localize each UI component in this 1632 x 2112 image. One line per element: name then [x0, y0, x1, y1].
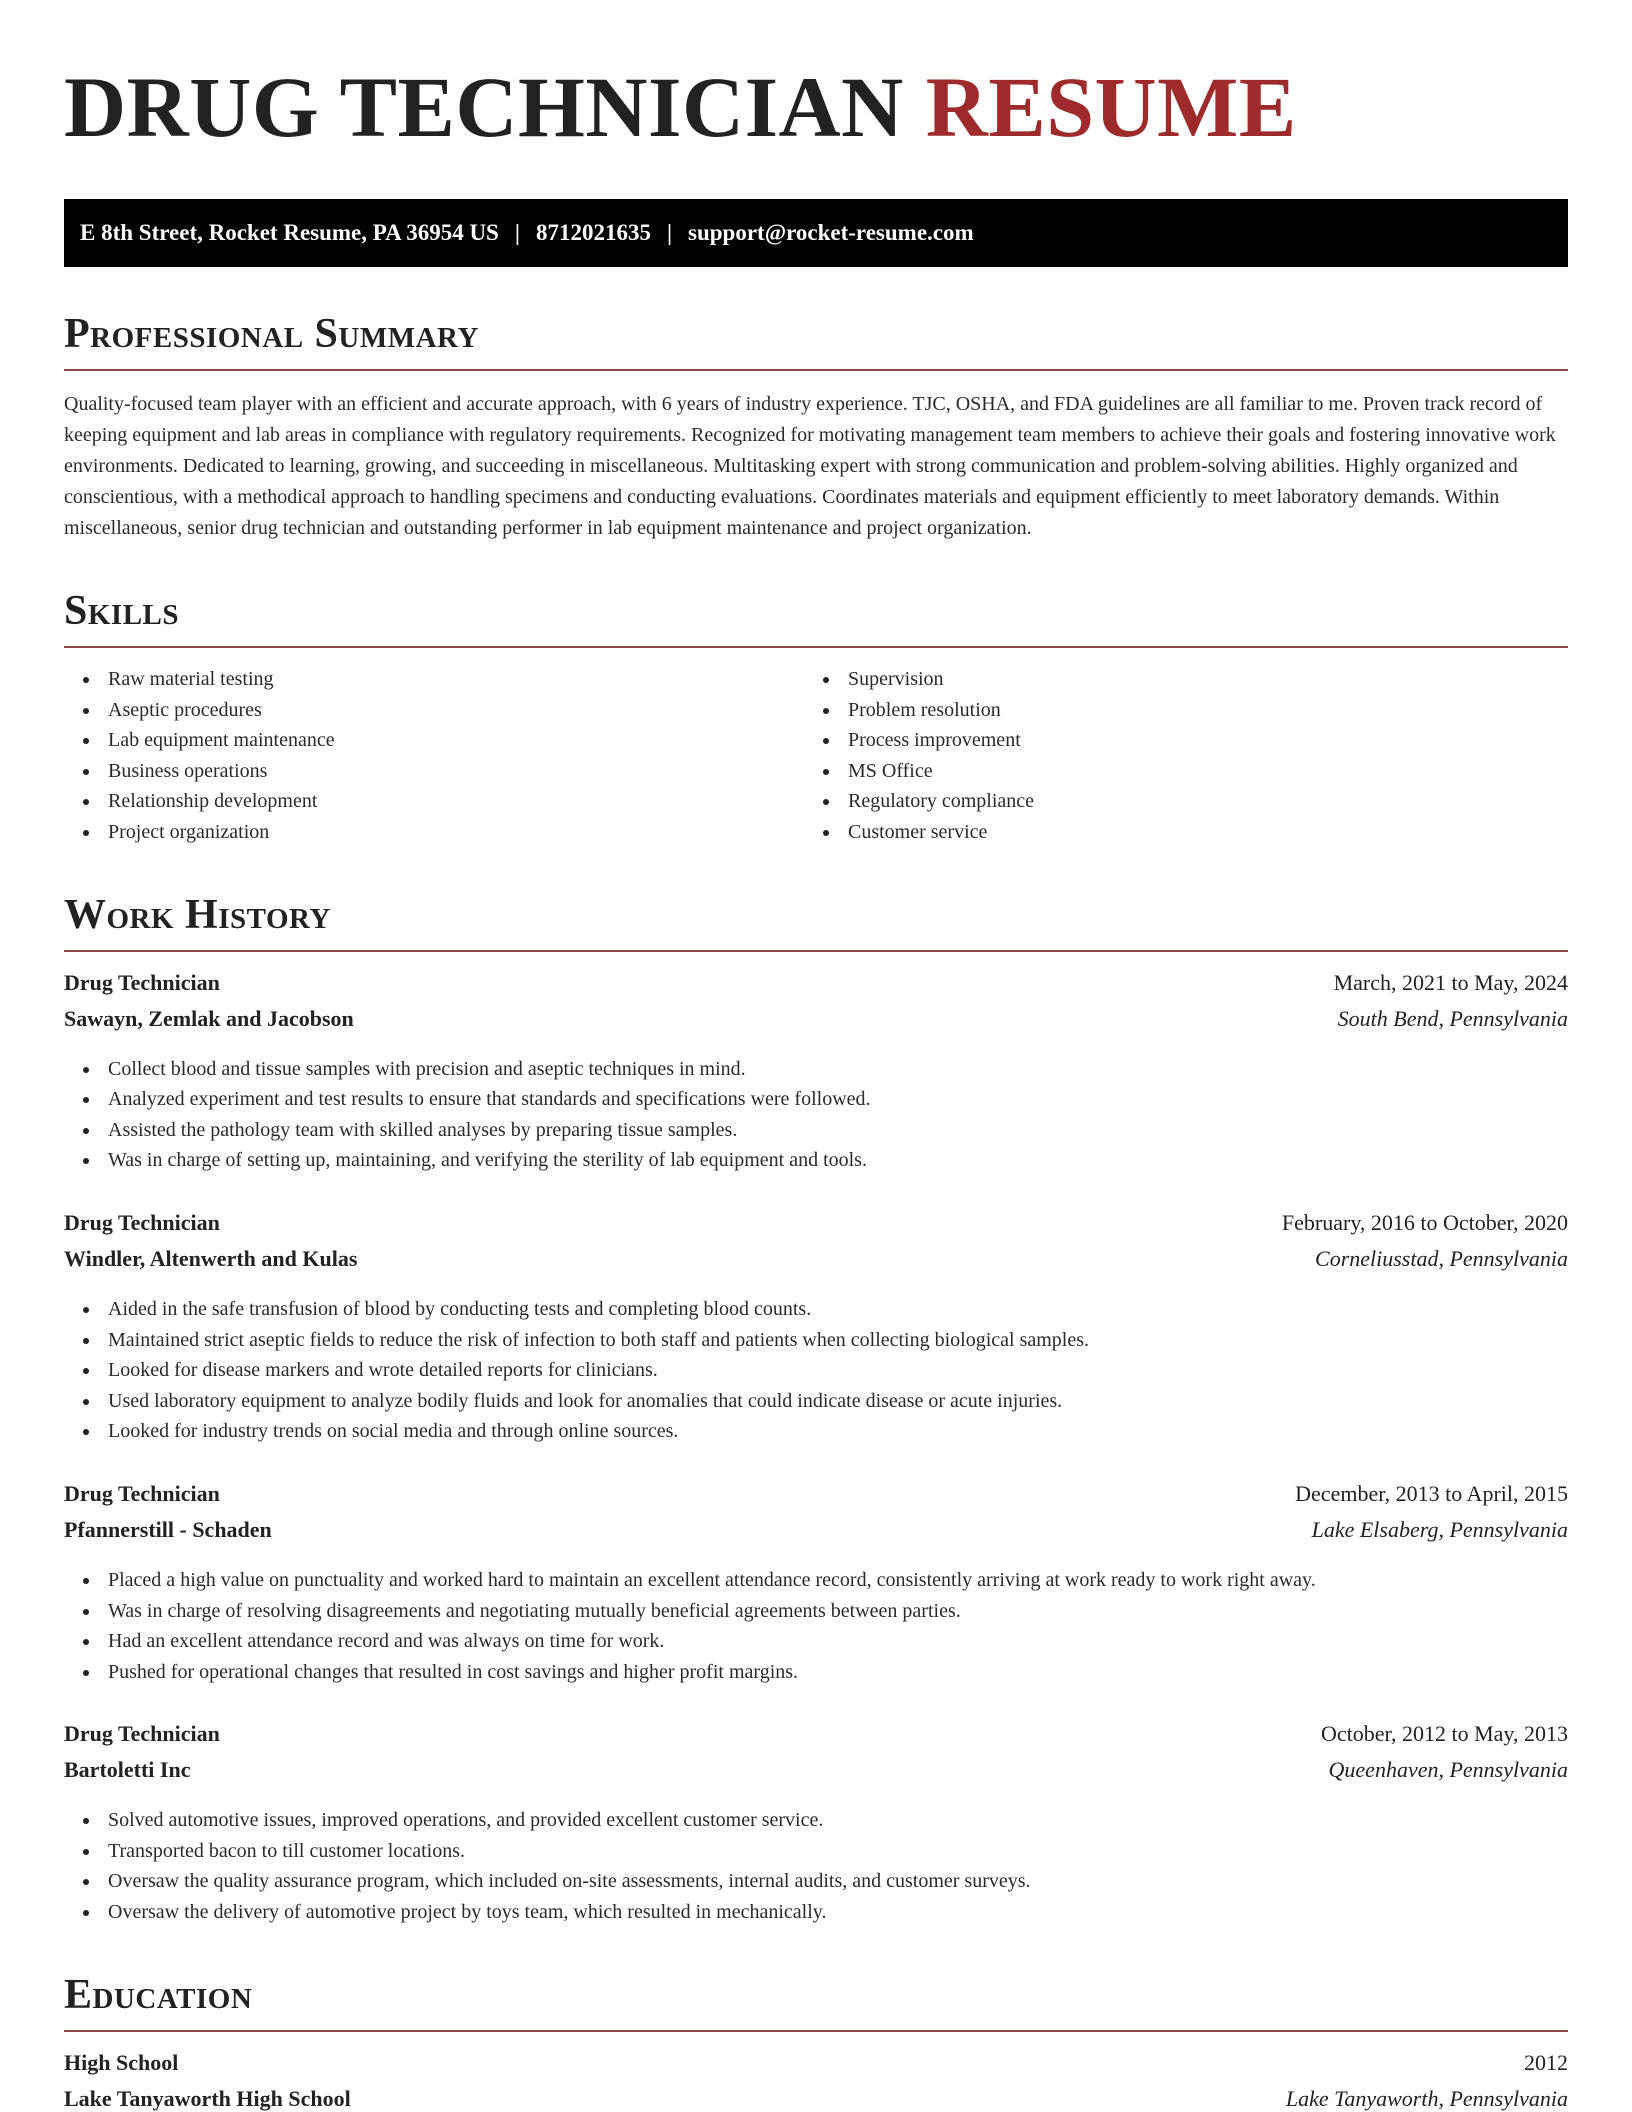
skill-item: Relationship development [108, 786, 804, 817]
job-entry [64, 1210, 1568, 1447]
section-heading: Education [64, 1974, 1568, 2032]
skill-item: Raw material testing [108, 664, 804, 695]
job-bullet: Had an excellent attendance record and was always on time for work. [108, 1626, 1568, 1657]
job-bullet: Solved automotive issues, improved operations, and provided excellent customer service. [108, 1805, 1568, 1836]
job-bullet: Looked for industry trends on social media and through online sources. [108, 1416, 1568, 1447]
job-bullet: Maintained strict aseptic fields to reduce the risk of infection to both staff and patients when collecting biological samples. [108, 1325, 1568, 1356]
skill-item: Lab equipment maintenance [108, 725, 804, 756]
job-bullet: Was in charge of resolving disagreements and negotiating mutually beneficial agreements between parties. [108, 1596, 1568, 1627]
skill-item: Aseptic procedures [108, 695, 804, 726]
job-dates: February, 2016 to October, 2020 [1281, 1209, 1568, 1235]
contact-email[interactable]: support@rocket-resume.com [688, 220, 974, 245]
title-job: DRUG TECHNICIAN [64, 59, 904, 155]
title-resume: RESUME [925, 59, 1297, 155]
job-entry [64, 1481, 1568, 1687]
job-bullet: Used laboratory equipment to analyze bodily fluids and look for anomalies that could indicate disease or acute injuries. [108, 1386, 1568, 1417]
job-dates: October, 2012 to May, 2013 [1321, 1721, 1568, 1747]
contact-phone: 8712021635 [535, 220, 651, 245]
section-heading: Professional Summary [64, 313, 1568, 371]
section-heading: Work History [64, 894, 1568, 952]
job-location: South Bend, Pennsylvania [1337, 1005, 1568, 1031]
job-bullet: Looked for disease markers and wrote detailed reports for clinicians. [108, 1355, 1568, 1386]
resume-title [64, 58, 1568, 158]
job-title: Drug Technician [64, 1480, 220, 1506]
job-company: Bartoletti Inc [64, 1757, 191, 1783]
job-bullet: Aided in the safe transfusion of blood by conducting tests and completing blood counts. [108, 1294, 1568, 1325]
contact-bar [64, 199, 1568, 267]
job-bullet: Pushed for operational changes that resulted in cost savings and higher profit margins. [108, 1657, 1568, 1688]
job-bullet: Collect blood and tissue samples with precision and aseptic techniques in mind. [108, 1054, 1568, 1085]
skill-item: Project organization [108, 817, 804, 848]
contact-address: E 8th Street, Rocket Resume, PA 36954 US [80, 220, 499, 245]
skills-column-left [64, 664, 804, 848]
education-section [64, 1971, 1568, 2112]
job-bullet: Was in charge of setting up, maintaining, and verifying the sterility of lab equipment and tools. [108, 1145, 1568, 1176]
job-entry [64, 1721, 1568, 1927]
job-company: Sawayn, Zemlak and Jacobson [64, 1005, 354, 1031]
summary-section [64, 313, 1568, 544]
skill-item: MS Office [848, 756, 1544, 787]
skills-section [64, 590, 1568, 848]
education-year: 2012 [1524, 2049, 1568, 2075]
job-bullet: Transported bacon to till customer locations. [108, 1836, 1568, 1867]
skill-item: Regulatory compliance [848, 786, 1544, 817]
skills-column-right [804, 664, 1544, 848]
skill-item: Problem resolution [848, 695, 1544, 726]
job-company: Windler, Altenwerth and Kulas [64, 1245, 358, 1271]
job-bullet: Oversaw the delivery of automotive project by toys team, which resulted in mechanically. [108, 1897, 1568, 1928]
contact-separator: | [514, 220, 520, 245]
job-title: Drug Technician [64, 1721, 220, 1747]
job-location: Corneliusstad, Pennsylvania [1315, 1245, 1568, 1271]
education-location: Lake Tanyaworth, Pennsylvania [1285, 2085, 1568, 2111]
skill-item: Customer service [848, 817, 1544, 848]
job-location: Queenhaven, Pennsylvania [1328, 1757, 1568, 1783]
skill-item: Supervision [848, 664, 1544, 695]
education-entry [64, 2050, 1568, 2112]
job-dates: December, 2013 to April, 2015 [1295, 1480, 1568, 1506]
contact-separator: | [666, 220, 673, 245]
job-bullet: Analyzed experiment and test results to ensure that standards and specifications were followed. [108, 1084, 1568, 1115]
job-bullets [64, 1805, 1568, 1927]
skill-item: Business operations [108, 756, 804, 787]
job-bullets [64, 1294, 1568, 1447]
job-bullets [64, 1054, 1568, 1176]
job-title: Drug Technician [64, 969, 220, 995]
education-degree: High School [64, 2049, 179, 2075]
job-bullet: Assisted the pathology team with skilled analyses by preparing tissue samples. [108, 1115, 1568, 1146]
job-title: Drug Technician [64, 1209, 220, 1235]
job-bullets [64, 1565, 1568, 1687]
section-heading: Skills [64, 590, 1568, 648]
job-bullet: Placed a high value on punctuality and worked hard to maintain an excellent attendance record, consistently arriving at work ready to work right away. [108, 1565, 1568, 1596]
skills-list [64, 664, 1568, 848]
job-dates: March, 2021 to May, 2024 [1333, 969, 1568, 995]
job-entry [64, 970, 1568, 1176]
job-location: Lake Elsaberg, Pennsylvania [1311, 1516, 1568, 1542]
summary-text: Quality-focused team player with an efficient and accurate approach, with 6 years of industry experience. TJC, OSHA, and FDA guidelines are all familiar to me. Proven track record of keeping equipment and lab areas in compliance with regulatory requirements. Recognized for motivating management team members to achieve their goals and fostering innovative work environments. Dedicated to learning, growing, and succeeding in miscellaneous. Multitasking expert with strong communication and problem-solving abilities. Highly organized and conscientious, with a methodical approach to handling specimens and conducting evaluations. Coordinates materials and equipment efficiently to meet laboratory demands. Within miscellaneous, senior drug technician and outstanding performer in lab equipment maintenance and project organization. [64, 393, 1556, 539]
skill-item: Process improvement [848, 725, 1544, 756]
work-history-section [64, 891, 1568, 1928]
job-company: Pfannerstill - Schaden [64, 1516, 272, 1542]
job-bullet: Oversaw the quality assurance program, which included on-site assessments, internal audits, and customer surveys. [108, 1866, 1568, 1897]
education-school: Lake Tanyaworth High School [64, 2085, 351, 2111]
